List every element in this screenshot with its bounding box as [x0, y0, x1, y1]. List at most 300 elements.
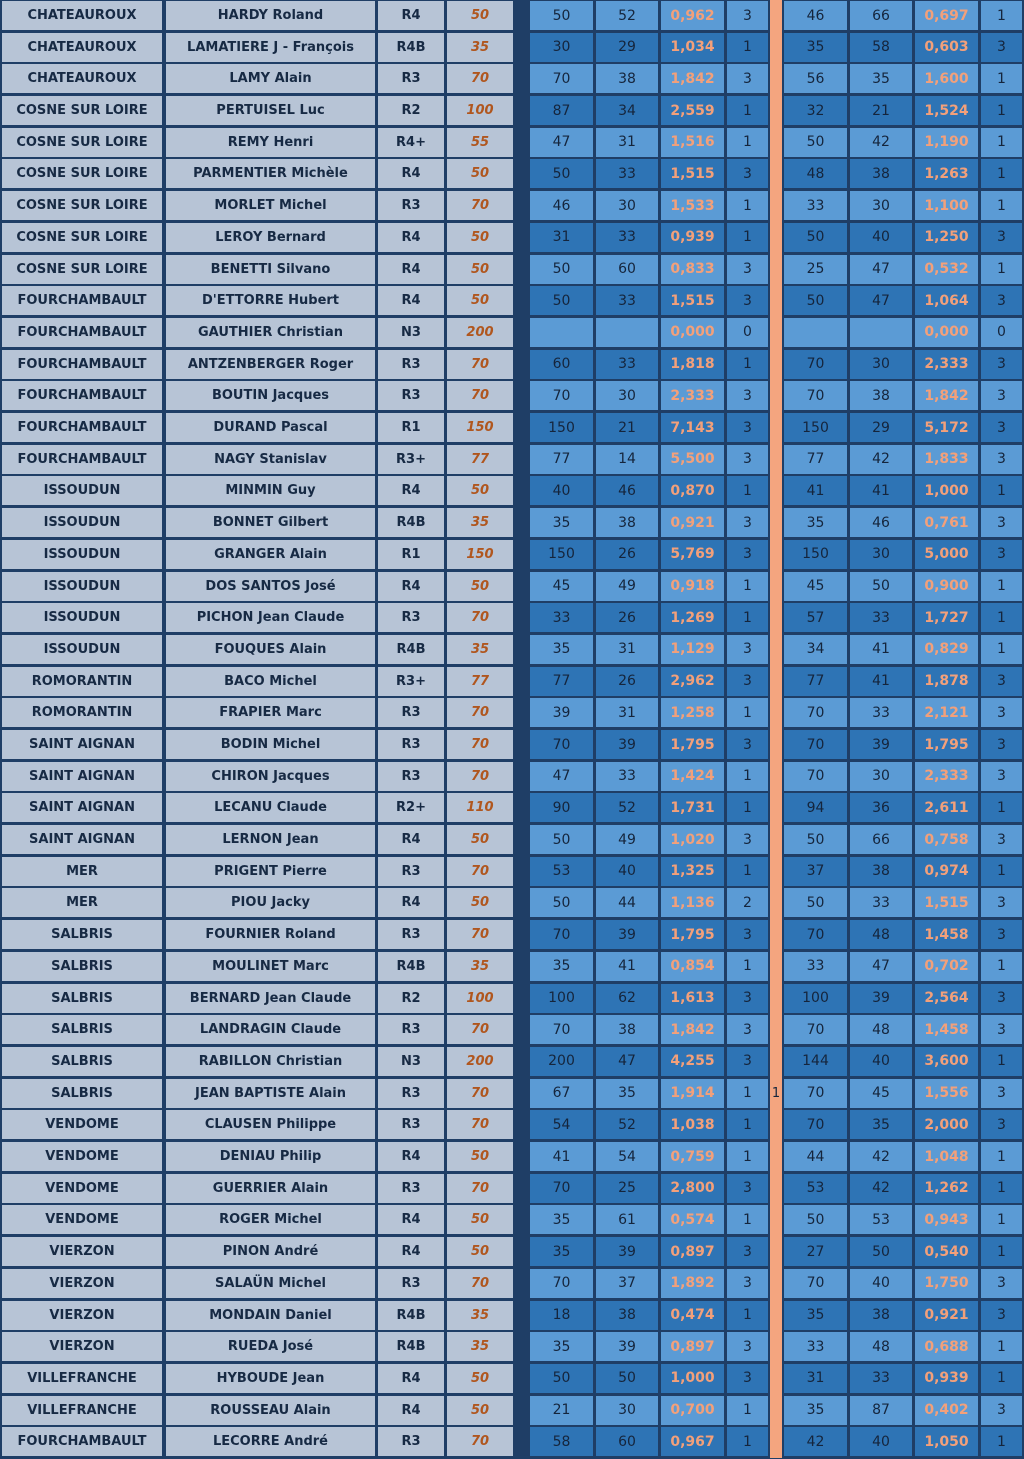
phase2-rank-cell: 3: [981, 1396, 1022, 1425]
player-name-cell: BENETTI Silvano: [166, 255, 375, 284]
club-cell: SALBRIS: [2, 952, 162, 981]
player-name-cell: PERTUISEL Luc: [166, 96, 375, 125]
separator-cell: [770, 445, 782, 474]
player-name-cell: MONDAIN Daniel: [166, 1301, 375, 1330]
phase1-ratio-cell: 1,258: [661, 698, 724, 727]
ranking-class-cell: R4: [378, 572, 444, 601]
phase2-rank-cell: 3: [981, 1301, 1022, 1330]
ranking-class-cell: R4: [378, 1, 444, 30]
player-name-cell: GRANGER Alain: [166, 540, 375, 569]
points-cell: 50: [447, 1364, 513, 1393]
points-cell: 70: [447, 1174, 513, 1203]
phase1-rank-cell: 3: [727, 1364, 768, 1393]
ranking-class-cell: R4: [378, 825, 444, 854]
club-cell: ISSOUDUN: [2, 476, 162, 505]
phase1-ratio-cell: 4,255: [661, 1047, 724, 1076]
phase1-value-b-cell: [596, 318, 658, 347]
phase2-ratio-cell: 0,603: [915, 33, 978, 62]
phase2-value-a-cell: 45: [784, 572, 847, 601]
player-name-cell: CLAUSEN Philippe: [166, 1110, 375, 1139]
player-name-cell: PICHON Jean Claude: [166, 603, 375, 632]
phase2-value-a-cell: 27: [784, 1237, 847, 1266]
separator-cell: [770, 1174, 782, 1203]
phase2-value-a-cell: 150: [784, 540, 847, 569]
phase1-value-b-cell: 38: [596, 64, 658, 93]
phase1-value-b-cell: 31: [596, 635, 658, 664]
phase1-value-a-cell: 47: [530, 128, 593, 157]
phase2-value-b-cell: [850, 318, 912, 347]
phase1-value-b-cell: 46: [596, 476, 658, 505]
phase1-value-a-cell: [530, 318, 593, 347]
player-name-cell: GAUTHIER Christian: [166, 318, 375, 347]
ranking-class-cell: R4B: [378, 508, 444, 537]
phase2-rank-cell: 3: [981, 1015, 1022, 1044]
separator-cell: [770, 223, 782, 252]
separator-cell: [770, 476, 782, 505]
table-row: [0, 762, 1024, 794]
phase1-rank-cell: 3: [727, 920, 768, 949]
club-cell: SAINT AIGNAN: [2, 793, 162, 822]
phase1-value-b-cell: 52: [596, 793, 658, 822]
separator-cell: [770, 413, 782, 442]
table-row: [0, 1364, 1024, 1396]
phase1-value-b-cell: 47: [596, 1047, 658, 1076]
points-cell: 35: [447, 508, 513, 537]
phase2-value-b-cell: 35: [850, 1110, 912, 1139]
points-cell: 77: [447, 667, 513, 696]
phase2-value-a-cell: 25: [784, 255, 847, 284]
phase2-value-a-cell: 70: [784, 1110, 847, 1139]
phase2-value-b-cell: 33: [850, 1364, 912, 1393]
ranking-class-cell: R3: [378, 857, 444, 886]
points-cell: 100: [447, 984, 513, 1013]
separator-cell: [770, 64, 782, 93]
player-name-cell: MOULINET Marc: [166, 952, 375, 981]
phase2-value-b-cell: 48: [850, 1332, 912, 1361]
phase2-ratio-cell: 1,050: [915, 1427, 978, 1456]
phase1-ratio-cell: 2,559: [661, 96, 724, 125]
phase2-ratio-cell: 0,761: [915, 508, 978, 537]
phase1-ratio-cell: 1,818: [661, 350, 724, 379]
phase1-ratio-cell: 1,424: [661, 762, 724, 791]
club-cell: FOURCHAMBAULT: [2, 445, 162, 474]
phase2-value-a-cell: 37: [784, 857, 847, 886]
points-cell: 70: [447, 1269, 513, 1298]
phase1-value-a-cell: 35: [530, 1205, 593, 1234]
phase1-value-b-cell: 49: [596, 572, 658, 601]
phase1-value-a-cell: 50: [530, 888, 593, 917]
phase1-rank-cell: 1: [727, 476, 768, 505]
ranking-class-cell: R3: [378, 1015, 444, 1044]
phase2-rank-cell: 3: [981, 445, 1022, 474]
ranking-class-cell: R3: [378, 1269, 444, 1298]
phase2-rank-cell: 1: [981, 1237, 1022, 1266]
phase1-rank-cell: 3: [727, 730, 768, 759]
phase1-value-a-cell: 50: [530, 286, 593, 315]
points-cell: 70: [447, 1427, 513, 1456]
club-cell: FOURCHAMBAULT: [2, 318, 162, 347]
phase2-value-a-cell: 50: [784, 888, 847, 917]
phase2-value-b-cell: 66: [850, 825, 912, 854]
phase2-ratio-cell: 1,556: [915, 1079, 978, 1108]
phase1-ratio-cell: 7,143: [661, 413, 724, 442]
separator-cell: [770, 1396, 782, 1425]
player-name-cell: PIOU Jacky: [166, 888, 375, 917]
ranking-class-cell: N3: [378, 1047, 444, 1076]
phase2-value-b-cell: 58: [850, 33, 912, 62]
phase1-ratio-cell: 1,269: [661, 603, 724, 632]
separator-cell: [770, 159, 782, 188]
phase1-rank-cell: 3: [727, 1332, 768, 1361]
player-name-cell: FOURNIER Roland: [166, 920, 375, 949]
player-name-cell: NAGY Stanislav: [166, 445, 375, 474]
phase2-value-b-cell: 41: [850, 667, 912, 696]
ranking-class-cell: R4B: [378, 1332, 444, 1361]
phase2-rank-cell: 3: [981, 223, 1022, 252]
ranking-class-cell: R2: [378, 96, 444, 125]
phase1-rank-cell: 3: [727, 286, 768, 315]
phase1-value-a-cell: 70: [530, 64, 593, 93]
club-cell: SALBRIS: [2, 1079, 162, 1108]
phase2-value-b-cell: 30: [850, 350, 912, 379]
ranking-class-cell: R3: [378, 381, 444, 410]
phase2-ratio-cell: 1,262: [915, 1174, 978, 1203]
phase1-ratio-cell: 0,921: [661, 508, 724, 537]
separator-cell: [770, 984, 782, 1013]
phase1-value-a-cell: 41: [530, 1142, 593, 1171]
separator-cell: [770, 952, 782, 981]
separator-cell: [770, 1, 782, 30]
phase2-rank-cell: 3: [981, 667, 1022, 696]
separator-cell: [770, 508, 782, 537]
phase1-rank-cell: 3: [727, 1015, 768, 1044]
phase1-rank-cell: 3: [727, 984, 768, 1013]
separator-cell: [770, 730, 782, 759]
phase1-value-a-cell: 18: [530, 1301, 593, 1330]
club-cell: SAINT AIGNAN: [2, 825, 162, 854]
phase2-rank-cell: 1: [981, 255, 1022, 284]
phase1-rank-cell: 3: [727, 825, 768, 854]
club-cell: FOURCHAMBAULT: [2, 381, 162, 410]
player-name-cell: ROGER Michel: [166, 1205, 375, 1234]
phase1-value-a-cell: 54: [530, 1110, 593, 1139]
ranking-class-cell: R4B: [378, 635, 444, 664]
phase1-rank-cell: 1: [727, 793, 768, 822]
separator-cell: [770, 920, 782, 949]
phase2-value-a-cell: 100: [784, 984, 847, 1013]
phase2-value-a-cell: 57: [784, 603, 847, 632]
phase1-ratio-cell: 1,516: [661, 128, 724, 157]
phase2-value-a-cell: 32: [784, 96, 847, 125]
phase1-rank-cell: 3: [727, 64, 768, 93]
phase2-ratio-cell: 1,190: [915, 128, 978, 157]
phase2-rank-cell: 1: [981, 1427, 1022, 1456]
table-row: [0, 1142, 1024, 1174]
phase2-ratio-cell: 1,524: [915, 96, 978, 125]
phase1-value-b-cell: 33: [596, 159, 658, 188]
phase2-ratio-cell: 0,974: [915, 857, 978, 886]
club-cell: VILLEFRANCHE: [2, 1364, 162, 1393]
phase1-value-b-cell: 40: [596, 857, 658, 886]
separator-cell: [770, 1364, 782, 1393]
phase1-rank-cell: 3: [727, 1047, 768, 1076]
phase2-rank-cell: 3: [981, 508, 1022, 537]
phase1-rank-cell: 1: [727, 96, 768, 125]
phase2-rank-cell: 3: [981, 540, 1022, 569]
phase2-rank-cell: 3: [981, 920, 1022, 949]
ranking-class-cell: R3: [378, 1427, 444, 1456]
phase1-value-b-cell: 62: [596, 984, 658, 1013]
phase1-rank-cell: 3: [727, 159, 768, 188]
phase1-rank-cell: 1: [727, 952, 768, 981]
phase1-rank-cell: 3: [727, 508, 768, 537]
player-name-cell: JEAN BAPTISTE Alain: [166, 1079, 375, 1108]
club-cell: COSNE SUR LOIRE: [2, 96, 162, 125]
phase2-value-a-cell: 33: [784, 952, 847, 981]
phase2-ratio-cell: 1,795: [915, 730, 978, 759]
ranking-class-cell: R3+: [378, 667, 444, 696]
club-cell: ROMORANTIN: [2, 667, 162, 696]
player-name-cell: FOUQUES Alain: [166, 635, 375, 664]
phase1-rank-cell: 3: [727, 635, 768, 664]
player-name-cell: BODIN Michel: [166, 730, 375, 759]
phase2-rank-cell: 3: [981, 350, 1022, 379]
phase2-value-b-cell: 40: [850, 1269, 912, 1298]
table-row: [0, 413, 1024, 445]
phase1-rank-cell: 3: [727, 445, 768, 474]
club-cell: ROMORANTIN: [2, 698, 162, 727]
separator-cell: [770, 888, 782, 917]
ranking-class-cell: R3: [378, 64, 444, 93]
player-name-cell: LECORRE André: [166, 1427, 375, 1456]
separator-cell: [770, 96, 782, 125]
phase2-value-b-cell: 33: [850, 698, 912, 727]
player-name-cell: DURAND Pascal: [166, 413, 375, 442]
phase1-ratio-cell: 0,474: [661, 1301, 724, 1330]
table-row: [0, 857, 1024, 889]
phase1-value-a-cell: 39: [530, 698, 593, 727]
phase1-ratio-cell: 1,038: [661, 1110, 724, 1139]
ranking-class-cell: R4B: [378, 33, 444, 62]
table-row: [0, 159, 1024, 191]
phase1-rank-cell: 3: [727, 667, 768, 696]
club-cell: VILLEFRANCHE: [2, 1396, 162, 1425]
ranking-class-cell: R3: [378, 350, 444, 379]
phase2-ratio-cell: 1,458: [915, 920, 978, 949]
player-name-cell: CHIRON Jacques: [166, 762, 375, 791]
points-cell: 50: [447, 888, 513, 917]
phase1-rank-cell: 1: [727, 1301, 768, 1330]
phase2-rank-cell: 1: [981, 476, 1022, 505]
phase2-ratio-cell: 1,600: [915, 64, 978, 93]
phase2-value-b-cell: 47: [850, 952, 912, 981]
phase1-value-a-cell: 70: [530, 920, 593, 949]
phase1-ratio-cell: 1,892: [661, 1269, 724, 1298]
phase2-rank-cell: 3: [981, 888, 1022, 917]
separator-cell: [770, 825, 782, 854]
phase1-ratio-cell: 2,333: [661, 381, 724, 410]
club-cell: CHATEAUROUX: [2, 1, 162, 30]
player-name-cell: HYBOUDE Jean: [166, 1364, 375, 1393]
club-cell: VENDOME: [2, 1174, 162, 1203]
phase1-ratio-cell: 0,854: [661, 952, 724, 981]
ranking-class-cell: R4: [378, 1396, 444, 1425]
phase1-ratio-cell: 0,962: [661, 1, 724, 30]
points-cell: 70: [447, 603, 513, 632]
club-cell: VIERZON: [2, 1269, 162, 1298]
phase1-value-a-cell: 50: [530, 1364, 593, 1393]
phase1-value-b-cell: 25: [596, 1174, 658, 1203]
phase1-value-b-cell: 39: [596, 730, 658, 759]
table-row: [0, 793, 1024, 825]
table-row: [0, 476, 1024, 508]
phase1-value-a-cell: 70: [530, 730, 593, 759]
player-name-cell: REMY Henri: [166, 128, 375, 157]
phase2-rank-cell: 1: [981, 603, 1022, 632]
phase2-value-a-cell: 144: [784, 1047, 847, 1076]
club-cell: SAINT AIGNAN: [2, 730, 162, 759]
player-name-cell: BERNARD Jean Claude: [166, 984, 375, 1013]
phase2-rank-cell: 1: [981, 1332, 1022, 1361]
phase2-rank-cell: 3: [981, 413, 1022, 442]
phase1-value-a-cell: 53: [530, 857, 593, 886]
phase2-value-a-cell: 41: [784, 476, 847, 505]
phase2-rank-cell: 1: [981, 1364, 1022, 1393]
ranking-class-cell: R4: [378, 1205, 444, 1234]
points-cell: 35: [447, 33, 513, 62]
table-row: [0, 1205, 1024, 1237]
phase1-ratio-cell: 1,842: [661, 64, 724, 93]
separator-cell: [770, 635, 782, 664]
phase1-value-a-cell: 200: [530, 1047, 593, 1076]
ranking-class-cell: R4: [378, 286, 444, 315]
phase1-value-b-cell: 60: [596, 1427, 658, 1456]
phase1-ratio-cell: 1,613: [661, 984, 724, 1013]
player-name-cell: DENIAU Philip: [166, 1142, 375, 1171]
phase2-value-b-cell: 42: [850, 128, 912, 157]
phase2-ratio-cell: 1,878: [915, 667, 978, 696]
club-cell: FOURCHAMBAULT: [2, 1427, 162, 1456]
points-cell: 70: [447, 920, 513, 949]
phase1-value-b-cell: 54: [596, 1142, 658, 1171]
player-name-cell: RUEDA José: [166, 1332, 375, 1361]
table-row: [0, 1174, 1024, 1206]
points-cell: 110: [447, 793, 513, 822]
table-row: [0, 920, 1024, 952]
club-cell: SALBRIS: [2, 984, 162, 1013]
phase2-value-a-cell: 53: [784, 1174, 847, 1203]
phase2-rank-cell: 3: [981, 1110, 1022, 1139]
points-cell: 50: [447, 572, 513, 601]
points-cell: 70: [447, 191, 513, 220]
phase2-value-a-cell: 70: [784, 381, 847, 410]
phase2-value-b-cell: 30: [850, 762, 912, 791]
table-row: [0, 191, 1024, 223]
phase1-value-b-cell: 35: [596, 1079, 658, 1108]
player-name-cell: MINMIN Guy: [166, 476, 375, 505]
points-cell: 70: [447, 381, 513, 410]
phase2-value-b-cell: 46: [850, 508, 912, 537]
phase2-value-b-cell: 47: [850, 255, 912, 284]
phase1-ratio-cell: 1,034: [661, 33, 724, 62]
phase1-value-a-cell: 50: [530, 255, 593, 284]
phase2-value-b-cell: 45: [850, 1079, 912, 1108]
phase1-value-a-cell: 87: [530, 96, 593, 125]
phase1-ratio-cell: 0,833: [661, 255, 724, 284]
club-cell: SAINT AIGNAN: [2, 762, 162, 791]
phase2-ratio-cell: 1,842: [915, 381, 978, 410]
phase2-ratio-cell: 1,458: [915, 1015, 978, 1044]
phase2-rank-cell: 3: [981, 1269, 1022, 1298]
points-cell: 50: [447, 286, 513, 315]
phase2-rank-cell: 1: [981, 1205, 1022, 1234]
phase2-value-b-cell: 47: [850, 286, 912, 315]
phase2-ratio-cell: 0,829: [915, 635, 978, 664]
phase2-rank-cell: 1: [981, 159, 1022, 188]
phase1-ratio-cell: 1,842: [661, 1015, 724, 1044]
phase2-value-b-cell: 35: [850, 64, 912, 93]
phase1-value-a-cell: 46: [530, 191, 593, 220]
points-cell: 70: [447, 350, 513, 379]
phase1-value-b-cell: 49: [596, 825, 658, 854]
player-name-cell: RABILLON Christian: [166, 1047, 375, 1076]
points-cell: 55: [447, 128, 513, 157]
phase1-rank-cell: 1: [727, 33, 768, 62]
phase1-rank-cell: 1: [727, 1205, 768, 1234]
phase2-value-b-cell: 42: [850, 1142, 912, 1171]
table-row: [0, 33, 1024, 65]
phase1-value-a-cell: 35: [530, 1237, 593, 1266]
club-cell: ISSOUDUN: [2, 508, 162, 537]
phase2-rank-cell: 1: [981, 1, 1022, 30]
phase1-ratio-cell: 1,000: [661, 1364, 724, 1393]
phase1-rank-cell: 1: [727, 698, 768, 727]
separator-cell: [770, 762, 782, 791]
phase1-ratio-cell: 0,000: [661, 318, 724, 347]
separator-cell: [770, 540, 782, 569]
table-row: [0, 255, 1024, 287]
phase1-value-a-cell: 90: [530, 793, 593, 822]
points-cell: 35: [447, 1301, 513, 1330]
table-row: [0, 635, 1024, 667]
phase1-value-b-cell: 33: [596, 350, 658, 379]
phase1-value-a-cell: 21: [530, 1396, 593, 1425]
phase1-ratio-cell: 1,020: [661, 825, 724, 854]
separator-cell: [770, 793, 782, 822]
player-name-cell: LERNON Jean: [166, 825, 375, 854]
phase2-rank-cell: 1: [981, 1174, 1022, 1203]
phase1-value-a-cell: 45: [530, 572, 593, 601]
phase1-value-a-cell: 77: [530, 667, 593, 696]
phase2-ratio-cell: 0,900: [915, 572, 978, 601]
phase1-value-b-cell: 44: [596, 888, 658, 917]
phase2-value-a-cell: 70: [784, 698, 847, 727]
points-cell: 50: [447, 159, 513, 188]
phase2-value-a-cell: 50: [784, 286, 847, 315]
phase1-value-b-cell: 14: [596, 445, 658, 474]
club-cell: SALBRIS: [2, 1047, 162, 1076]
phase1-value-a-cell: 150: [530, 413, 593, 442]
phase2-ratio-cell: 3,600: [915, 1047, 978, 1076]
phase2-value-b-cell: 29: [850, 413, 912, 442]
phase1-rank-cell: 1: [727, 350, 768, 379]
club-cell: COSNE SUR LOIRE: [2, 255, 162, 284]
phase2-rank-cell: 0: [981, 318, 1022, 347]
phase2-value-a-cell: 77: [784, 667, 847, 696]
club-cell: COSNE SUR LOIRE: [2, 128, 162, 157]
phase2-ratio-cell: 0,000: [915, 318, 978, 347]
phase1-value-a-cell: 50: [530, 159, 593, 188]
